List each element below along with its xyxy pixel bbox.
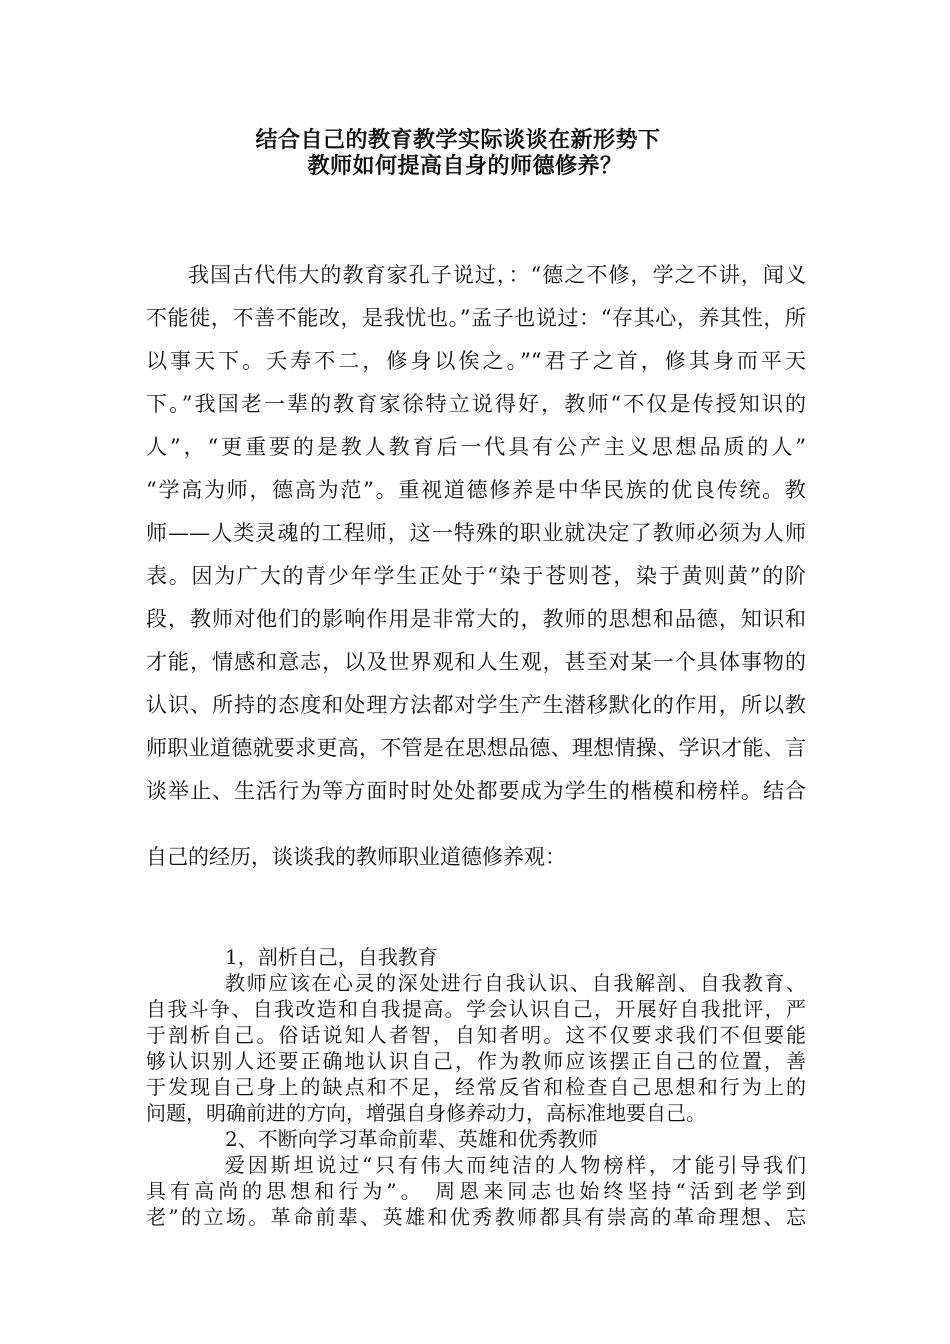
paragraph-line: 于剖析自己。俗话说知人者智，自知者明。这不仅要求我们不但要能 (146, 1023, 806, 1047)
paragraph-line: 自我斗争、自我改造和自我提高。学会认识自己，开展好自我批评，严 (146, 997, 806, 1021)
paragraph-line: 段，教师对他们的影响作用是非常大的，教师的思想和品德，知识和 (146, 607, 806, 631)
paragraph-line: 不能徙，不善不能改，是我忧也。”孟子也说过：“存其心，养其性，所 (146, 306, 806, 330)
paragraph-line: 具有高尚的思想和行为”。 周恩来同志也始终坚持“活到老学到 (146, 1179, 806, 1203)
paragraph-line: 下。”我国老一辈的教育家徐特立说得好，教师“不仅是传授知识的 (146, 392, 806, 416)
document-title-line1: 结合自己的教育教学实际谈谈在新形势下 (255, 128, 661, 153)
paragraph-line: 师职业道德就要求更高，不管是在思想品德、理想情操、学识才能、言 (146, 736, 806, 760)
paragraph-line: 师——人类灵魂的工程师，这一特殊的职业就决定了教师必须为人师 (146, 521, 806, 545)
paragraph-line: 表。因为广大的青少年学生正处于“染于苍则苍，染于黄则黄”的阶 (146, 564, 806, 588)
section-heading: 2、不断向学习革命前辈、英雄和优秀教师 (225, 1127, 598, 1151)
paragraph-line: 问题，明确前进的方向，增强自身修养动力，高标准地要自己。 (146, 1101, 706, 1125)
section-heading: 1，剖析自己，自我教育 (225, 945, 438, 969)
paragraph-line: 于发现自己身上的缺点和不足，经常反省和检查自己思想和行为上的 (146, 1075, 806, 1099)
paragraph-line: 以事天下。夭寿不二，修身以俟之。”“君子之首，修其身而平天 (146, 349, 806, 373)
paragraph-line: 爱因斯坦说过“只有伟大而纯洁的人物榜样，才能引导我们 (225, 1153, 806, 1177)
paragraph-line: 才能，情感和意志，以及世界观和人生观，甚至对某一个具体事物的 (146, 650, 806, 674)
paragraph-line: 老”的立场。革命前辈、英雄和优秀教师都具有崇高的革命理想、忘 (146, 1205, 806, 1229)
paragraph-line: 谈举止、生活行为等方面时时处处都要成为学生的楷模和榜样。结合 (146, 779, 806, 803)
paragraph-line: 教师应该在心灵的深处进行自我认识、自我解剖、自我教育、 (225, 971, 806, 995)
paragraph-line: 人”，“更重要的是教人教育后一代具有公产主义思想品质的人” (146, 435, 806, 459)
paragraph-line: 认识、所持的态度和处理方法都对学生产生潜移默化的作用，所以教 (146, 693, 806, 717)
paragraph-line: 我国古代伟大的教育家孔子说过，：“德之不修，学之不讲，闻义 (188, 263, 806, 287)
document-title-line2: 教师如何提高自身的师德修养？ (307, 154, 623, 179)
paragraph-line: “学高为师，德高为范”。重视道德修养是中华民族的优良传统。教 (146, 478, 806, 502)
paragraph-line: 够认识别人还要正确地认识自己，作为教师应该摆正自己的位置，善 (146, 1049, 806, 1073)
paragraph-line: 自己的经历，谈谈我的教师职业道德修养观： (146, 845, 566, 869)
